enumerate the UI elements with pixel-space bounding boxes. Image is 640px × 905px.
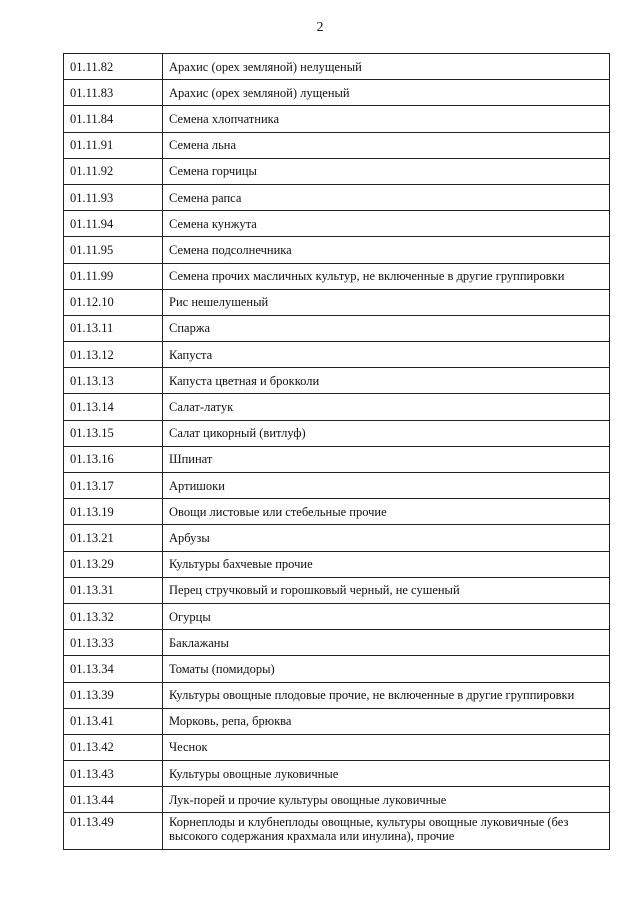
table-row <box>64 132 610 158</box>
table-row <box>64 708 610 734</box>
row-description: Капуста <box>163 342 610 368</box>
row-description: Огурцы <box>163 603 610 629</box>
row-description: Чеснок <box>163 734 610 760</box>
row-description: Семена рапса <box>163 184 610 210</box>
row-code: 01.13.15 <box>64 420 163 446</box>
row-description: Салат-латук <box>163 394 610 420</box>
table-row <box>64 211 610 237</box>
row-description: Баклажаны <box>163 630 610 656</box>
row-code: 01.11.82 <box>64 54 163 80</box>
row-code: 01.13.13 <box>64 368 163 394</box>
table-row <box>64 158 610 184</box>
row-code: 01.13.43 <box>64 761 163 787</box>
table-row <box>64 368 610 394</box>
table-row <box>64 813 610 850</box>
row-description: Семена горчицы <box>163 158 610 184</box>
table-row <box>64 603 610 629</box>
table-row <box>64 289 610 315</box>
row-code: 01.13.33 <box>64 630 163 656</box>
classification-table <box>63 53 610 850</box>
row-code: 01.11.92 <box>64 158 163 184</box>
row-description: Семена льна <box>163 132 610 158</box>
row-code: 01.13.44 <box>64 787 163 813</box>
table-row <box>64 106 610 132</box>
row-code: 01.11.84 <box>64 106 163 132</box>
table-row <box>64 237 610 263</box>
table-body <box>64 54 610 850</box>
row-code: 01.13.19 <box>64 499 163 525</box>
row-code: 01.11.95 <box>64 237 163 263</box>
row-code: 01.13.21 <box>64 525 163 551</box>
table-row <box>64 525 610 551</box>
table-row <box>64 446 610 472</box>
table-row <box>64 499 610 525</box>
table-row <box>64 394 610 420</box>
row-code: 01.13.32 <box>64 603 163 629</box>
row-code: 01.12.10 <box>64 289 163 315</box>
row-code: 01.13.42 <box>64 734 163 760</box>
row-description: Лук-порей и прочие культуры овощные луковичные <box>163 787 610 813</box>
row-description: Корнеплоды и клубнеплоды овощные, культуры овощные луковичные (без высокого содержания крахмала или инулина), прочие <box>163 813 610 850</box>
row-code: 01.13.39 <box>64 682 163 708</box>
row-description: Семена подсолнечника <box>163 237 610 263</box>
row-description: Арахис (орех земляной) лущеный <box>163 80 610 106</box>
row-description: Семена прочих масличных культур, не включенные в другие группировки <box>163 263 610 289</box>
row-description: Капуста цветная и брокколи <box>163 368 610 394</box>
row-description: Артишоки <box>163 473 610 499</box>
row-code: 01.13.29 <box>64 551 163 577</box>
row-code: 01.13.31 <box>64 577 163 603</box>
row-code: 01.13.34 <box>64 656 163 682</box>
table-row <box>64 80 610 106</box>
table-row <box>64 577 610 603</box>
row-description: Шпинат <box>163 446 610 472</box>
row-code: 01.13.14 <box>64 394 163 420</box>
row-description: Овощи листовые или стебельные прочие <box>163 499 610 525</box>
table-row <box>64 342 610 368</box>
table-row <box>64 551 610 577</box>
row-description: Семена хлопчатника <box>163 106 610 132</box>
row-description: Перец стручковый и горошковый черный, не сушеный <box>163 577 610 603</box>
row-description: Культуры бахчевые прочие <box>163 551 610 577</box>
table-row <box>64 682 610 708</box>
row-description: Томаты (помидоры) <box>163 656 610 682</box>
row-code: 01.13.17 <box>64 473 163 499</box>
page-number: 2 <box>316 20 324 35</box>
row-description: Арахис (орех земляной) нелущеный <box>163 54 610 80</box>
row-code: 01.13.12 <box>64 342 163 368</box>
row-code: 01.13.41 <box>64 708 163 734</box>
row-code: 01.11.93 <box>64 184 163 210</box>
row-description: Рис нешелушеный <box>163 289 610 315</box>
row-code: 01.13.11 <box>64 315 163 341</box>
table-row <box>64 54 610 80</box>
row-description: Культуры овощные плодовые прочие, не включенные в другие группировки <box>163 682 610 708</box>
row-description: Спаржа <box>163 315 610 341</box>
row-code: 01.13.49 <box>64 813 163 850</box>
row-description: Культуры овощные луковичные <box>163 761 610 787</box>
row-description: Арбузы <box>163 525 610 551</box>
row-description: Салат цикорный (витлуф) <box>163 420 610 446</box>
table-row <box>64 630 610 656</box>
row-code: 01.11.83 <box>64 80 163 106</box>
row-description: Морковь, репа, брюква <box>163 708 610 734</box>
table-row <box>64 420 610 446</box>
table-row <box>64 656 610 682</box>
row-code: 01.11.94 <box>64 211 163 237</box>
table-row <box>64 734 610 760</box>
row-code: 01.13.16 <box>64 446 163 472</box>
table-row <box>64 761 610 787</box>
table-row <box>64 263 610 289</box>
table-row <box>64 787 610 813</box>
row-code: 01.11.99 <box>64 263 163 289</box>
table-row <box>64 184 610 210</box>
row-description: Семена кунжута <box>163 211 610 237</box>
row-code: 01.11.91 <box>64 132 163 158</box>
table-row <box>64 473 610 499</box>
table-row <box>64 315 610 341</box>
